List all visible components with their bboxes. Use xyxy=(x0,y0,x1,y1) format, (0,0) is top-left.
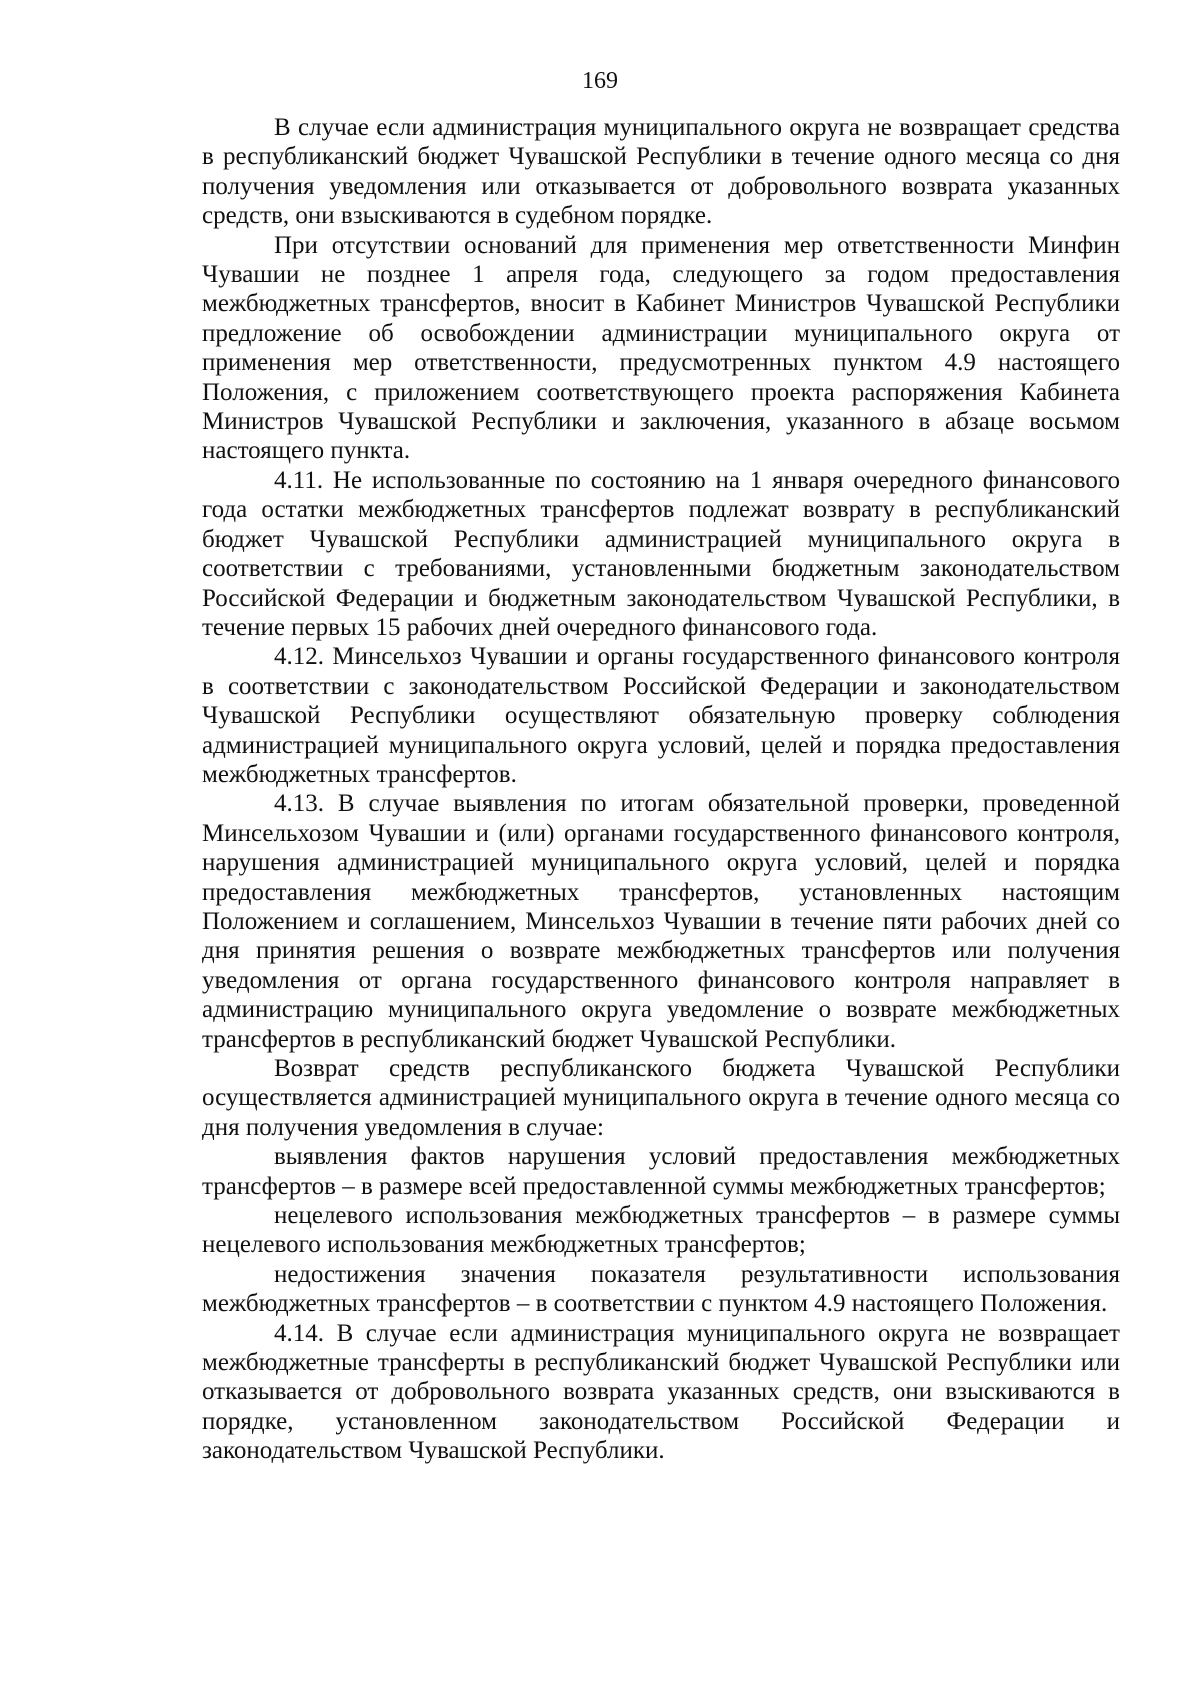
paragraph-4-11-unused-balances: 4.11. Не использованные по состоянию на 1 января очередного финансового года остатки межбюджетных трансфертов подлежат возврату в республиканский бюджет Чувашской Республики администрацией муниципального округа в соответствии с требованиями, установленными бюджетным законодательством Российской Федерации и бюджетным законодательством Чувашской Республики, в течение первых 15 рабочих дней очередного финансового года. xyxy=(202,466,1120,641)
paragraph-4-12-mandatory-audit: 4.12. Минсельхоз Чувашии и органы государственного финансового контроля в соответствии с законодательством Российской Федерации и законодательством Чувашской Республики осуществляют обязательную проверку соблюдения администрацией муниципального округа условий, целей и порядка предоставления межбюджетных трансфертов. xyxy=(202,643,1120,788)
paragraph-4-13-violation-notice: 4.13. В случае выявления по итогам обязательной проверки, проведенной Минсельхозом Чувашии и (или) органами государственного финансового контроля, нарушения администрацией муниципального округа условий, целей и порядка предоставления межбюджетных трансфертов, установленных настоящим Положением и соглашением, Минсельхоз Чувашии в течение пяти рабочих дней со дня принятия решения о возврате межбюджетных трансфертов или получения уведомления от органа государственного финансового контроля направляет в администрацию муниципального округа уведомление о возврате межбюджетных трансфертов в республиканский бюджет Чувашской Республики. xyxy=(202,790,1120,1053)
paragraph-exemption-proposal: При отсутствии оснований для применения мер ответственности Минфин Чувашии не позднее 1 апреля года, следующего за годом предоставления межбюджетных трансфертов, вносит в Кабинет Министров Чувашской Республики предложение об освобождении администрации муниципального округа от применения мер ответственности, предусмотренных пунктом 4.9 настоящего Положения, с приложением соответствующего проекта распоряжения Кабинета Министров Чувашской Республики и заключения, указанного в абзаце восьмом настоящего пункта. xyxy=(202,231,1120,465)
list-item-performance-shortfall: недостижения значения показателя результативности использования межбюджетных трансфертов – в соответствии с пунктом 4.9 настоящего Положения. xyxy=(202,1260,1120,1318)
paragraph-refund-cases: Возврат средств республиканского бюджета Чувашской Республики осуществляется администрацией муниципального округа в течение одного месяца со дня получения уведомления в случае: xyxy=(202,1055,1120,1141)
page-number: 169 xyxy=(582,68,618,94)
list-item-conditions-violation: выявления фактов нарушения условий предоставления межбюджетных трансфертов – в размере всей предоставленной суммы межбюджетных трансфертов; xyxy=(202,1143,1120,1200)
paragraph-4-14-enforced-recovery: 4.14. В случае если администрация муниципального округа не возвращает межбюджетные трансферты в республиканский бюджет Чувашской Республики или отказывается от добровольного возврата указанных средств, они взыскиваются в порядке, установленном законодательством Российской Федерации и законодательством Чувашской Республики. xyxy=(202,1319,1120,1465)
list-item-misuse: нецелевого использования межбюджетных трансфертов – в размере суммы нецелевого использования межбюджетных трансфертов; xyxy=(202,1202,1120,1259)
paragraph-court-recovery: В случае если администрация муниципального округа не возвращает средства в республиканский бюджет Чувашской Республики в течение одного месяца со дня получения уведомления или отказывается от добровольного возврата указанных средств, они взыскиваются в судебном порядке. xyxy=(202,114,1120,230)
document-body xyxy=(202,113,1120,1466)
